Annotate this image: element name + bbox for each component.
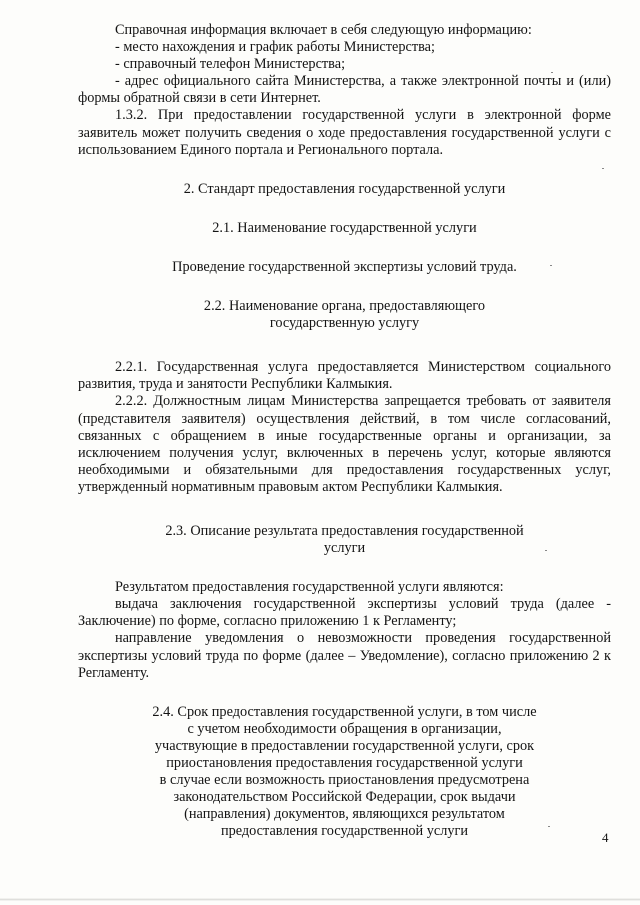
section-2-4-heading-line-3: участвующие в предоставлении государственной услуги, срок <box>154 737 535 754</box>
section-2-4-heading-line-4: приостановления предоставления государственной услуги <box>166 755 523 771</box>
intro-line-3: - справочный телефон Министерства; <box>115 56 346 73</box>
intro-line-1: Справочная информация включает в себя следующую информацию: <box>115 22 532 38</box>
paragraph-2-3-intro: Результатом предоставления государственной услуги являются: <box>115 579 504 596</box>
section-2-2-heading-line-1: 2.2. Наименование органа, предоставляющего <box>203 298 486 315</box>
page-number: 4 <box>602 830 609 845</box>
section-2-4-heading-line-7: (направления) документов, являющихся результатом <box>184 806 505 823</box>
service-name: Проведение государственной экспертизы условий труда. <box>172 258 517 275</box>
paragraph-2-2-1: 2.2.1. Государственная услуга предоставляется Министерством социального развития, труда и занятости Республики Калмыкия. <box>78 359 611 393</box>
paragraph-2-3-item-2: направление уведомления о невозможности проведения государственной экспертизы условий труда по форме (далее – Уведомление), согласно приложению 2 к Регламенту. <box>78 630 611 681</box>
scan-speck <box>550 265 552 266</box>
scan-edge-line <box>0 898 640 901</box>
intro-line-2: - место нахождения и график работы Министерства; <box>115 39 435 56</box>
scan-speck <box>551 72 553 73</box>
section-2-4-heading-line-1: 2.4. Срок предоставления государственной услуги, в том числе <box>152 703 537 720</box>
section-2-4-heading-line-8: предоставления государственной услуги <box>220 823 469 840</box>
section-2-1-heading: 2.1. Наименование государственной услуги <box>212 219 477 236</box>
section-2-4-heading-line-6: законодательством Российской Федерации, срок выдачи <box>173 789 516 806</box>
paragraph-2-2-2: 2.2.2. Должностным лицам Министерства запрещается требовать от заявителя (представителя заявителя) осуществления действий, в том числе согласований, связанных с обращением в иные государственные органы и организации, за исключением получения услуг, включенных в перечень услуг, которые являются необходимыми и обязательными для предоставления государственных услуг, утвержденный нормативным правовым актом Республики Калмыкия. <box>78 393 611 495</box>
section-2-4-heading-line-2: с учетом необходимости обращения в организации, <box>187 720 502 737</box>
section-2-4-heading-line-5: в случае если возможность приостановления предусмотрена <box>159 772 530 789</box>
page-body <box>78 22 611 840</box>
paragraph-2-3-item-1: выдача заключения государственной экспертизы условий труда (далее - Заключение) по форме, согласно приложению 1 к Регламенту; <box>78 596 611 630</box>
intro-line-4: - адрес официального сайта Министерства, а также электронной почты и (или) формы обратной связи в сети Интернет. <box>78 73 611 107</box>
section-2-3-heading-line-1: 2.3. Описание результата предоставления государственной <box>165 522 524 539</box>
section-2-3-heading-line-2: услуги <box>323 540 366 557</box>
scan-speck <box>602 168 604 169</box>
section-2-heading: 2. Стандарт предоставления государственной услуги <box>183 180 506 197</box>
paragraph-1-3-2: 1.3.2. При предоставлении государственной услуги в электронной форме заявитель может получить сведения о ходе предоставления государственной услуги с использованием Единого портала и Регионального портала. <box>78 107 611 158</box>
scan-speck <box>548 826 550 827</box>
scan-speck <box>545 550 547 551</box>
section-2-2-heading-line-2: государственную услугу <box>269 315 420 332</box>
